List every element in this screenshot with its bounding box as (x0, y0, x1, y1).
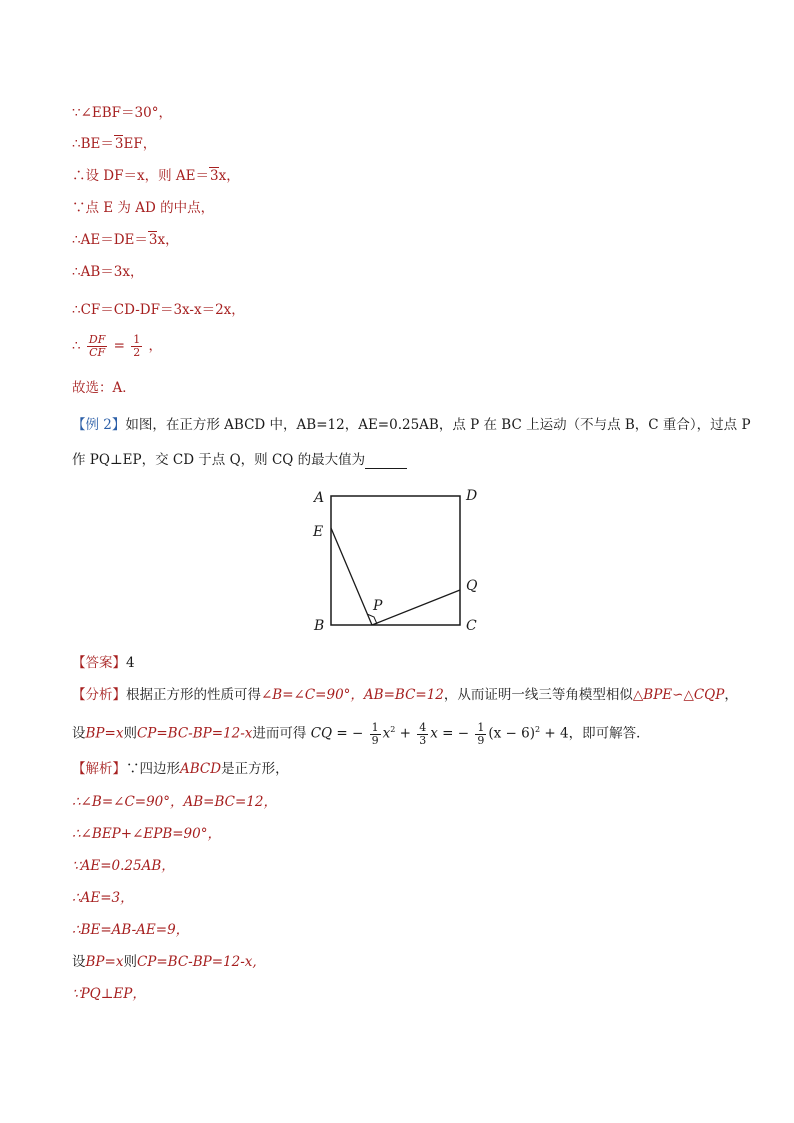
solution-line-1: ∵∠EBF＝30°， (72, 105, 172, 121)
label-a: A (314, 490, 325, 506)
answer-line: 【答案】4 (72, 655, 135, 671)
analysis-line-1: 【分析】根据正方形的性质可得∠B=∠C=90°，AB=BC=12，从而证明一线三等角模型相似△BPE∽△CQP， (72, 687, 738, 703)
choice-line: 故选：A． (72, 380, 136, 396)
solution-line-6: ∴AB＝3x， (72, 264, 144, 280)
label-d: D (466, 488, 478, 504)
solution-step-2: ∴∠B=∠C=90°，AB=BC=12， (72, 794, 277, 810)
solution-line-8: ∴ $\frac{DF}{CF}$ = $\frac{1}{2}$ ， (72, 333, 163, 359)
solution-step-3: ∴∠BEP+∠EPB=90°， (72, 826, 221, 842)
answer-blank (365, 454, 407, 469)
label-e: E (313, 524, 324, 540)
label-p: P (373, 598, 383, 614)
segment-ep (331, 528, 372, 625)
example-question-line-1: 【例 2】如图，在正方形 ABCD 中，AB=12，AE=0.25AB，点 P 在 BC 上运动（不与点 B，C 重合），过点 P (72, 417, 751, 433)
solution-step-6: ∴BE=AB-AE=9， (72, 922, 190, 938)
solution-step-7: 设BP=x则CP=BC-BP=12-x, (72, 954, 257, 970)
solution-step-5: ∴AE=3， (72, 890, 134, 906)
analysis-line-2: 设BP=x则CP=BC-BP=12-x进而可得 CQ = − $\frac{1}{9}$ $x^2$ + $\frac{4}{3}$ x = − $\frac{1}{9}$ $(x - 6)^2 + 4$，即可解答． (72, 720, 650, 747)
label-b: B (314, 618, 325, 634)
label-q: Q (466, 578, 478, 594)
solution-line-4: ∵点 E 为 AD 的中点， (72, 200, 215, 216)
analysis-tag: 【分析】 (72, 687, 126, 703)
solution-tag: 【解析】 (72, 761, 126, 777)
solution-line-5: ∴AE＝DE＝3x， (72, 232, 179, 248)
square-abcd (331, 496, 460, 625)
label-c: C (466, 618, 477, 634)
answer-tag: 【答案】 (72, 655, 126, 671)
solution-step-8: ∵PQ⊥EP， (72, 986, 146, 1002)
solution-step-4: ∵AE=0.25AB， (72, 858, 175, 874)
solution-heading-line: 【解析】∵四边形ABCD是正方形， (72, 761, 289, 777)
example-tag: 【例 2】 (72, 417, 126, 433)
square-figure (300, 480, 500, 640)
solution-line-3: ∴设 DF＝x，则 AE＝3x， (72, 168, 240, 184)
solution-line-7: ∴CF＝CD-DF＝3x-x＝2x， (72, 302, 245, 318)
segment-pq (372, 590, 460, 625)
solution-line-2: ∴BE＝3EF， (72, 136, 157, 152)
example-question-line-2: 作 PQ⊥EP，交 CD 于点 Q，则 CQ 的最大值为 (72, 451, 407, 469)
